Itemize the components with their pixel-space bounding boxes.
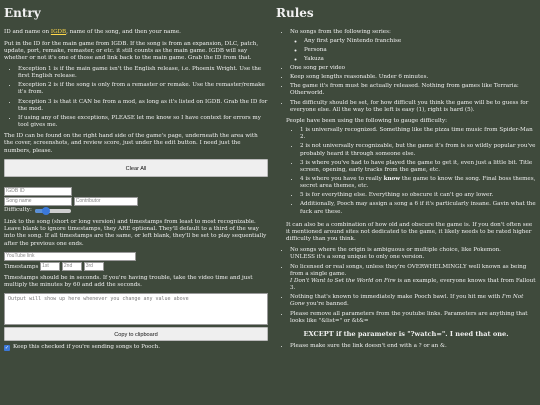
- difficulty-slider-knob[interactable]: [42, 207, 50, 215]
- rules-list-b: [276, 247, 536, 325]
- scale-item: • Additionally, Pooch may assign a song a 6 if it's particularly insane. Gavin what the fuck are these.: [300, 201, 536, 215]
- rule-item: • Nothing that's known to immediately make Pooch bawl. If you hit me with I'm Not Gone you're banned.: [290, 294, 536, 308]
- seconds-note: Timestamps should be in seconds. If you're having trouble, take the video time and just multiply the minutes by 60 and add the seconds.: [4, 275, 253, 289]
- franchise-item: ◦ Any first party Nintendo franchise: [304, 38, 536, 45]
- id-location-note: The ID can be found on the right hand side of the game's page, underneath the area with the cover, screenshots, and review score, just under the edit button. I need just the numbers, please.: [4, 133, 258, 154]
- rule-item: • Keep song lengths reasonable. Under 6 minutes.: [290, 74, 536, 81]
- timestamp-3-input[interactable]: 3rd: [84, 262, 104, 271]
- rule-item: • The difficulty should be set, for how difficult you think the game will be to guess for everyone else. All the way to the left is easy (1), right is hard (5).: [290, 100, 536, 114]
- difficulty-scale-list: [286, 127, 536, 216]
- timestamp-1-input[interactable]: 1st: [40, 262, 60, 271]
- franchise-item: ◦ Persona: [304, 47, 536, 54]
- scale-item: • 2 is not universally recognizable, but the game it's from is so wildly popular you've probably heard it through someone else.: [300, 143, 536, 157]
- difficulty-label: Difficulty:: [4, 207, 32, 214]
- timestamps-label: Timestamps: [4, 263, 39, 270]
- rules-list-a: [276, 29, 536, 114]
- scale-item: • 3 is where you've had to have played the game to get it, even just a little bit. Title screen, opening, early tracks from the game, etc.: [300, 160, 536, 174]
- exception-item: • Exception 3 is that it CAN be from a mod, as long as it's listed on IGDB. Grab the ID for the mod.: [18, 99, 268, 113]
- exception-item: • If using any of these exceptions, PLEASE let me know so I have context for errors my tool gives me.: [18, 115, 268, 129]
- franchise-list: [290, 38, 536, 63]
- rules-panel: [272, 6, 536, 405]
- rule-item: • The game it's from must be actually released. Nothing from games like Terraria: Otherworld.: [290, 83, 536, 97]
- timestamp-2-input[interactable]: 2nd: [62, 262, 82, 271]
- link-instructions: Link to the song (short or long version) and timestamps from least to most recognizable.: [4, 219, 256, 226]
- rules-title: Rules: [276, 6, 314, 20]
- output-textarea[interactable]: Output will show up here whenever you change any value above: [4, 293, 268, 325]
- entry-panel: [4, 6, 272, 405]
- song-name-input[interactable]: Song name: [4, 197, 72, 206]
- rule-item: • Please make sure the link doesn't end with a ? or an &.: [290, 343, 536, 350]
- rule-item: • One song per video: [290, 65, 536, 72]
- rule-item: • No licensed or real songs, unless they're OVERWHELMINGLY well known as being from a single game. I Don't Want to Set the World on Fire is an example, everyone knows that from Fallout 3.: [290, 264, 536, 293]
- scale-item: • 1 is universally recognized. Something like the pizza time music from Spider-Man 2.: [300, 127, 536, 141]
- igdb-id-input[interactable]: IGDB ID: [4, 187, 72, 196]
- entry-intro: ID and name on IGDB, name of the song, and then your name.: [4, 29, 181, 36]
- copy-to-clipboard-button[interactable]: Copy to clipboard: [4, 327, 268, 341]
- exception-item: • Exception 1 is if the main game isn't the English release, i.e. Phoenix Wright. Use the first English release.: [18, 66, 268, 80]
- exception-item: • Exception 2 is if the song is only from a remaster or remake. Use the remaster/remake it's from.: [18, 82, 268, 96]
- rule-item: • No songs where the origin is ambiguous or multiple choice, like Pokemon. UNLESS it's a song unique to only one version.: [290, 247, 536, 261]
- youtube-link-input[interactable]: YouTube link: [4, 252, 136, 261]
- combination-note: It can also be a combination of how old and obscure the game is. If you don't often see it mentioned around sites not dedicated to the game, it likely needs to be rated higher difficulty than you think.: [286, 221, 533, 243]
- scale-item: • 4 is where you have to really know the game to know the song. Final boss themes, secret area themes, etc.: [300, 176, 536, 190]
- rule-item: • No songs from the following series: ◦ Any first party Nintendo franchise ◦ Persona ◦ Yakuza: [290, 29, 536, 63]
- contributor-input[interactable]: Contributor: [74, 197, 138, 206]
- except-parameter-note: EXCEPT if the parameter is "?watch=". I need that one.: [303, 329, 509, 338]
- clear-all-button[interactable]: Clear All: [4, 159, 268, 177]
- pooch-checkbox[interactable]: ✓: [4, 345, 10, 351]
- rules-list-c: [276, 343, 536, 350]
- difficulty-scale-intro: People have been using the following to gauge difficulty:: [286, 117, 448, 124]
- scale-item: • 5 is for everything else. Everything so obscure it can't go any lower.: [300, 192, 536, 199]
- rule-item: • Please remove all parameters from the youtube links. Parameters are anything that looks like "&list=" or &t&=: [290, 311, 536, 325]
- timestamp-instructions: Leave blank to ignore timestamps, they ARE optional. They'll default to a third of the way into the song. If all timestamps are the same, or left blank, they'll be set to play sequentially after the previous one ends.: [4, 226, 267, 247]
- igdb-link[interactable]: IGDB: [50, 29, 67, 36]
- entry-title: Entry: [4, 6, 41, 20]
- entry-main-game-note: Put in the ID for the main game from IGDB. If the song is from an expansion, DLC, patch, update, port, remake, remaster, or etc. it still counts as the main game. IGDB will say whether or not it's one of those and link back to the main game. Grab the ID from that.: [4, 40, 259, 61]
- difficulty-slider[interactable]: [35, 209, 71, 213]
- exceptions-list: [4, 66, 268, 129]
- franchise-item: ◦ Yakuza: [304, 56, 536, 63]
- pooch-checkbox-label: Keep this checked if you're sending songs to Pooch.: [13, 344, 160, 351]
